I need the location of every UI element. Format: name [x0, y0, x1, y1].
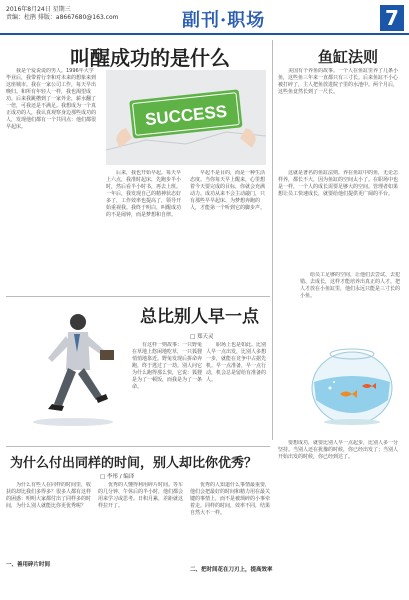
awaken-column-1: 我是个爱说谎的男人。1996年大学毕业后，我带着行李和对未来的想象来到这座城市。我在一家公司工作，每天早出晚归。和所有年轻人一样，我也渴望成功。后来我跳槽到了一家外企，薪水翻了一倍，可我还是不满足。我想成为一个真正成功的人，我认真观察身边那些成功的人，发现他们都有一个共同点：他们都很早起床。 [6, 68, 97, 130]
headline-same-time: 为什么付出同样的时间，别人却比你优秀？ [10, 456, 258, 471]
running-man-photo [18, 300, 128, 430]
fish-column-3: 给员工足够的空间，让他们去尝试、去犯错、去成长，这样才能培养出真正的人才。把人才放在小鱼缸里，他们永远只能是三寸长的小鱼。 [300, 272, 401, 299]
subhead-fragment-time: 一、善用碎片时间 [6, 562, 51, 568]
fishbowl-illustration [300, 330, 400, 430]
section-divider-2 [6, 446, 270, 447]
editor-line: 责编：杜鹃 排版：a8667680@163.com [6, 14, 119, 21]
awaken-column-2: 后来，我也开始早起。每天早上六点，我准时起床，先跑步半小时，然后看半小时书，再去上班。一年后，我发现自己的精神状态好多了，工作效率也提高了，领导开始重视我。我终于明白，叫醒成功的不是闹钟，而是梦想和自律。 [106, 170, 182, 218]
early-column-2: 职场上也是如此。比别人早一点出发，比别人多想一步，就能在竞争中占据先机。早一点准备，早一点行动，机会总是留给有准备的人。 [206, 342, 267, 383]
subhead-efficiency: 二、把时间花在刀刃上，提高效率 [190, 567, 273, 573]
right-column-continuation: 要想成功，就要比别人早一点起步，比别人多一分坚持。当别人还在犹豫的时候，你已经出发了；当别人开始出发的时候，你已经到达了。 [278, 440, 399, 460]
same-time-column-1: 为什么有些人在同样的时间里，收获的却比我们多得多？很多人都有这样的困惑：明明大家都付出了同样多的时间，为什么别人就能比你更优秀呢？ [6, 482, 92, 509]
byline-same-time: □ 李彤 / 编译 [100, 474, 135, 480]
column-divider [272, 40, 273, 440]
headline-one-step-earlier: 总比别人早一点 [140, 307, 259, 327]
success-illustration [106, 70, 266, 165]
section-title: 副刊·职场 [182, 10, 266, 31]
same-time-column-2: 优秀的人懂得利用碎片时间。等车的几分钟、午休后的半小时，他们都会用来学习或思考。日积月累，差距就这样拉开了。 [98, 482, 184, 509]
headline-awaken: 叫醒成功的是什么 [70, 46, 230, 70]
fish-column-1: 美国有个养鱼的故事。一个人在鱼缸里养了几条小鱼，这些鱼三年来一直都只有三寸长。后来鱼缸不小心被打碎了，主人把鱼放进院子里的水池中。两个月后，这些鱼竟然长到了一尺长。 [278, 68, 399, 95]
fish-column-2: 这就是著名的鱼缸法则。养在鱼缸中的鱼，无论怎样养，都长不大，因为鱼缸的空间太小了。在职场中也是一样，一个人的成长需要足够大的空间。管理者如果想让员工快速成长，就要给他们提供更广阔的平台。 [278, 170, 399, 197]
section-divider-1 [6, 296, 270, 297]
byline-early: □ 郑天灵 [190, 334, 214, 340]
headline-fish-law: 鱼缸法则 [318, 48, 379, 66]
awaken-column-3: 早起不是目的，而是一种生活态度。当你每天早上醒来，心里想着今天要完成的目标，你就会充满动力。成功从来不会主动敲门，只有那些早早起床、为梦想奔跑的人，才能第一个听到它的脚步声。 [190, 170, 266, 211]
issue-date: 2016年8月24日 星期三 [6, 6, 71, 13]
success-sign-text: SUCCESS [144, 101, 228, 130]
early-column-1: 有这样一则故事：一只野兔在草地上悠闲地吃草，一只狐狸悄悄地靠近。野兔发现后拼命奔跑，终于逃过了一劫。别人问它为什么跑得那么快，它说：狐狸是为了一顿饭，而我是为了一条命。 [132, 342, 202, 390]
page-number: 7 [380, 5, 404, 31]
masthead [0, 0, 409, 40]
same-time-column-3: 优秀的人知道什么事情最重要，他们会把最好的时间和精力用在最关键的事情上，而不是被琐碎的小事牵着走。同样的时间，效率不同，结果自然大不一样。 [190, 482, 271, 516]
masthead-rule [0, 33, 409, 35]
